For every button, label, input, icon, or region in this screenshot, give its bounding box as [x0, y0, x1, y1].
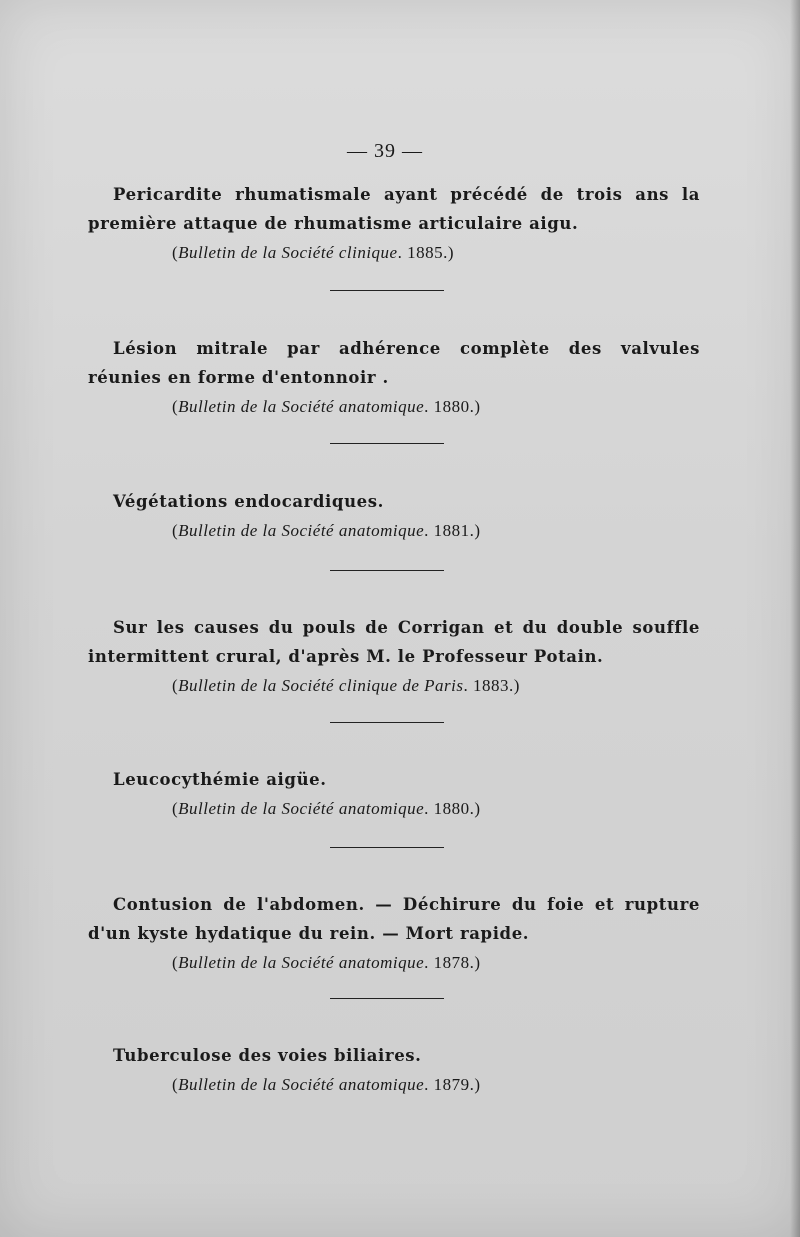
- entry-citation: (Bulletin de la Société anatomique. 1881.): [172, 521, 481, 540]
- citation-journal: Bulletin de la Société anatomique: [178, 521, 425, 540]
- entry-title: Végétations endocardiques.: [113, 492, 384, 511]
- entry-citation: (Bulletin de la Société anatomique. 1880.): [172, 397, 481, 416]
- entry-title: Pericardite rhumatismale ayant précédé de trois ans la première attaque de rhumatisme articulaire aigu.: [88, 185, 700, 233]
- citation-year: . 1878.): [424, 953, 481, 972]
- entry-title: Lésion mitrale par adhérence complète des valvules réunies en forme d'entonnoir .: [88, 339, 700, 387]
- section-divider: [330, 722, 444, 723]
- citation-journal: Bulletin de la Société anatomique: [178, 953, 425, 972]
- citation-year: . 1885.): [397, 243, 455, 262]
- section-divider: [330, 443, 444, 444]
- bibliography-entry: [88, 180, 700, 265]
- bibliography-entry: [88, 890, 700, 975]
- citation-journal: Bulletin de la Société anatomique: [178, 1075, 425, 1094]
- entry-citation: (Bulletin de la Société anatomique. 1880.): [172, 799, 481, 818]
- citation-year: . 1879.): [424, 1075, 481, 1094]
- citation-year: . 1883.): [463, 676, 520, 695]
- entry-title: Contusion de l'abdomen. — Déchirure du foie et rupture d'un kyste hydatique du rein. — Mort rapide.: [88, 895, 700, 943]
- entry-title: Sur les causes du pouls de Corrigan et du double souffle intermittent crural, d'après M. le Professeur Potain.: [88, 618, 700, 666]
- bibliography-entry: [88, 334, 700, 419]
- citation-journal: Bulletin de la Société anatomique: [178, 397, 425, 416]
- citation-year: . 1880.): [424, 397, 481, 416]
- citation-journal: Bulletin de la Société anatomique: [178, 799, 425, 818]
- section-divider: [330, 847, 444, 848]
- section-divider: [330, 290, 444, 291]
- bibliography-entry: [88, 1041, 700, 1097]
- entry-title: Tuberculose des voies biliaires.: [113, 1046, 422, 1065]
- page-number: — 39 —: [347, 140, 423, 162]
- entry-citation: (Bulletin de la Société clinique. 1885.): [172, 243, 455, 262]
- citation-journal: Bulletin de la Société clinique de Paris: [178, 676, 464, 695]
- section-divider: [330, 570, 444, 571]
- entry-title: Leucocythémie aigüe.: [113, 770, 327, 789]
- entry-citation: (Bulletin de la Société clinique de Paris. 1883.): [172, 676, 520, 695]
- entry-citation: (Bulletin de la Société anatomique. 1878.): [172, 953, 481, 972]
- bibliography-entry: [88, 487, 700, 543]
- bibliography-entry: [88, 613, 700, 698]
- entry-citation: (Bulletin de la Société anatomique. 1879.): [172, 1075, 481, 1094]
- bibliography-entry: [88, 765, 700, 821]
- citation-year: . 1881.): [424, 521, 481, 540]
- citation-journal: Bulletin de la Société clinique: [178, 243, 398, 262]
- citation-year: . 1880.): [424, 799, 481, 818]
- section-divider: [330, 998, 444, 999]
